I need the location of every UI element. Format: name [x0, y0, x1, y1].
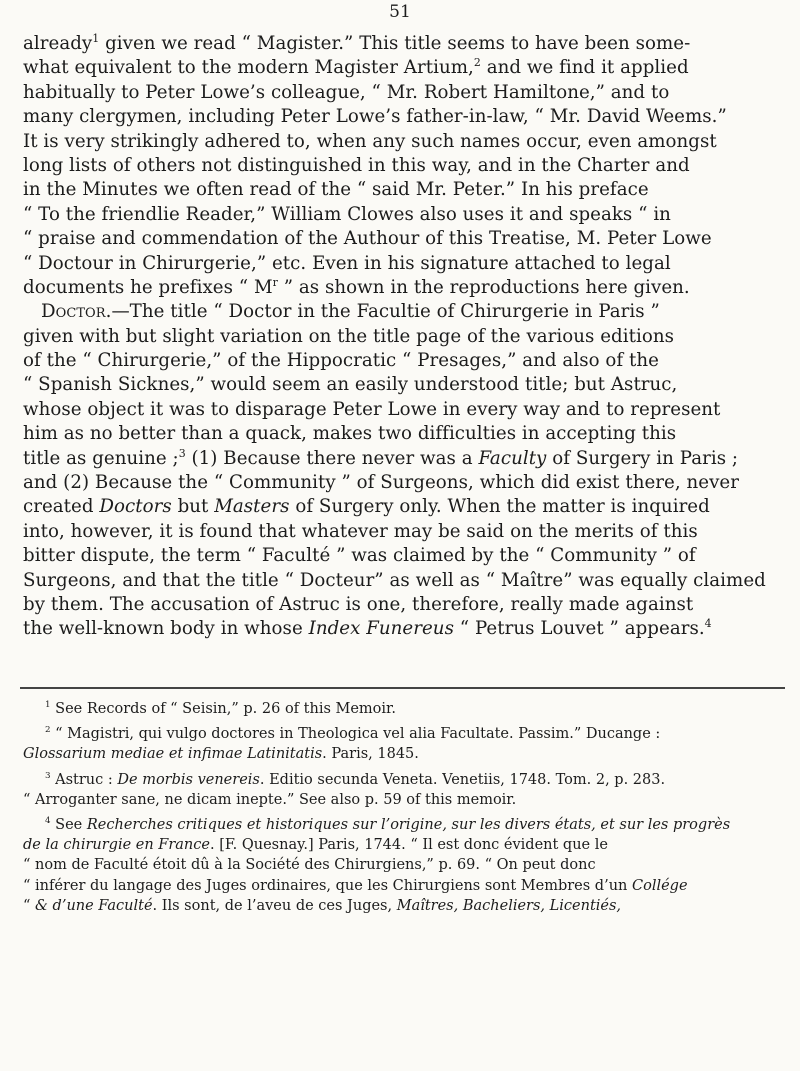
- footnote-ref: 2: [473, 56, 481, 70]
- footnote-2-cont: Glossarium mediae et infimae Latinitatis. Paris, 1845.: [23, 746, 419, 763]
- footnote-2: $^2$ “ Magistri, qui vulgo doctores in Theologica vel alia Facultate. Passim.” Ducange :: [45, 725, 661, 743]
- body-line: “ To the friendlie Reader,” William Clowes also uses it and speaks “ in: [23, 203, 671, 225]
- footnote-ref: 1: [92, 31, 100, 45]
- page-number: 51: [389, 2, 411, 22]
- footnote-3: $^3$ Astruc : De morbis venereis. Editio secunda Veneta. Venetiis, 1748. Tom. 2, p. 283.: [45, 770, 666, 788]
- body-text: [23, 32, 783, 642]
- footnote-4: $^4$ See Recherches critiques et historiques sur l’origine, sur les divers états, et sur les progrès: [45, 816, 731, 833]
- footnotes: [23, 699, 783, 916]
- body-line: given with but slight variation on the title page of the various editions: [23, 325, 674, 347]
- body-line: already$^1$ given we read “ Magister.” This title seems to have been some-: [23, 31, 691, 54]
- body-line: “ praise and commendation of the Authour of this Treatise, M. Peter Lowe: [23, 228, 712, 250]
- body-line: Doctor.—The title “ Doctor in the Facultie of Chirurgerie in Paris ”: [41, 301, 660, 323]
- footnote-ref: 4: [704, 617, 712, 631]
- body-line: of the “ Chirurgerie,” of the Hippocratic “ Presages,” and also of the: [23, 350, 659, 372]
- body-line: habitually to Peter Lowe’s colleague, “ Mr. Robert Hamiltone,” and to: [23, 81, 670, 103]
- footnote-4-cont: de la chirurgie en France. [F. Quesnay.] Paris, 1744. “ Il est donc évident que le: [23, 837, 608, 854]
- body-line: bitter dispute, the term “ Faculté ” was claimed by the “ Community ” of: [23, 545, 696, 567]
- footnote-ref: 3: [178, 446, 186, 460]
- body-line: many clergymen, including Peter Lowe’s father-in-law, “ Mr. David Weems.”: [23, 106, 727, 128]
- body-line: and (2) Because the “ Community ” of Surgeons, which did exist there, never: [23, 472, 739, 494]
- section-heading-doctor: Doctor.: [41, 301, 112, 323]
- footnote-divider: [20, 687, 785, 689]
- body-line: him as no better than a quack, makes two difficulties in accepting this: [23, 423, 677, 445]
- footnote-1: $^1$ See Records of “ Seisin,” p. 26 of this Memoir.: [45, 700, 396, 717]
- body-line: whose object it was to disparage Peter Lowe in every way and to represent: [23, 398, 721, 420]
- footnote-4-cont: “ inférer du langage des Juges ordinaires, que les Chirurgiens sont Membres d’un Collége: [23, 877, 688, 894]
- body-line: title as genuine ;$^3$ (1) Because there never was a Faculty of Surgery in Paris ;: [23, 446, 739, 469]
- body-line: Surgeons, and that the title “ Docteur” as well as “ Maître” was equally claimed: [23, 569, 766, 591]
- body-line: long lists of others not distinguished in this way, and in the Charter and: [23, 154, 690, 176]
- footnote-3-cont: “ Arroganter sane, ne dicam inepte.” See also p. 59 of this memoir.: [23, 791, 517, 808]
- body-line: into, however, it is found that whatever may be said on the merits of this: [23, 520, 698, 542]
- body-line: created Doctors but Masters of Surgery only. When the matter is inquired: [23, 496, 710, 518]
- body-line: in the Minutes we often read of the “ said Mr. Peter.” In his preface: [23, 179, 649, 201]
- body-line: by them. The accusation of Astruc is one, therefore, really made against: [23, 593, 694, 615]
- body-line: the well-known body in whose Index Funereus “ Petrus Louvet ” appears.$^4$: [23, 617, 712, 640]
- body-line: It is very strikingly adhered to, when any such names occur, even amongst: [23, 130, 717, 152]
- footnote-4-cont: “ & d’une Faculté. Ils sont, de l’aveu de ces Juges, Maîtres, Bacheliers, Licentiés,: [23, 897, 622, 914]
- footnote-4-cont: “ nom de Faculté étoit dû à la Société des Chirurgiens,” p. 69. “ On peut donc: [23, 857, 596, 874]
- body-line: what equivalent to the modern Magister Artium,$^2$ and we find it applied: [23, 56, 689, 79]
- body-line: “ Spanish Sicknes,” would seem an easily understood title; but Astruc,: [23, 374, 678, 396]
- body-line: documents he prefixes “ $M^r$ ” as shown in the reproductions here given.: [23, 275, 690, 298]
- body-line: “ Doctour in Chirurgerie,” etc. Even in his signature attached to legal: [23, 252, 671, 274]
